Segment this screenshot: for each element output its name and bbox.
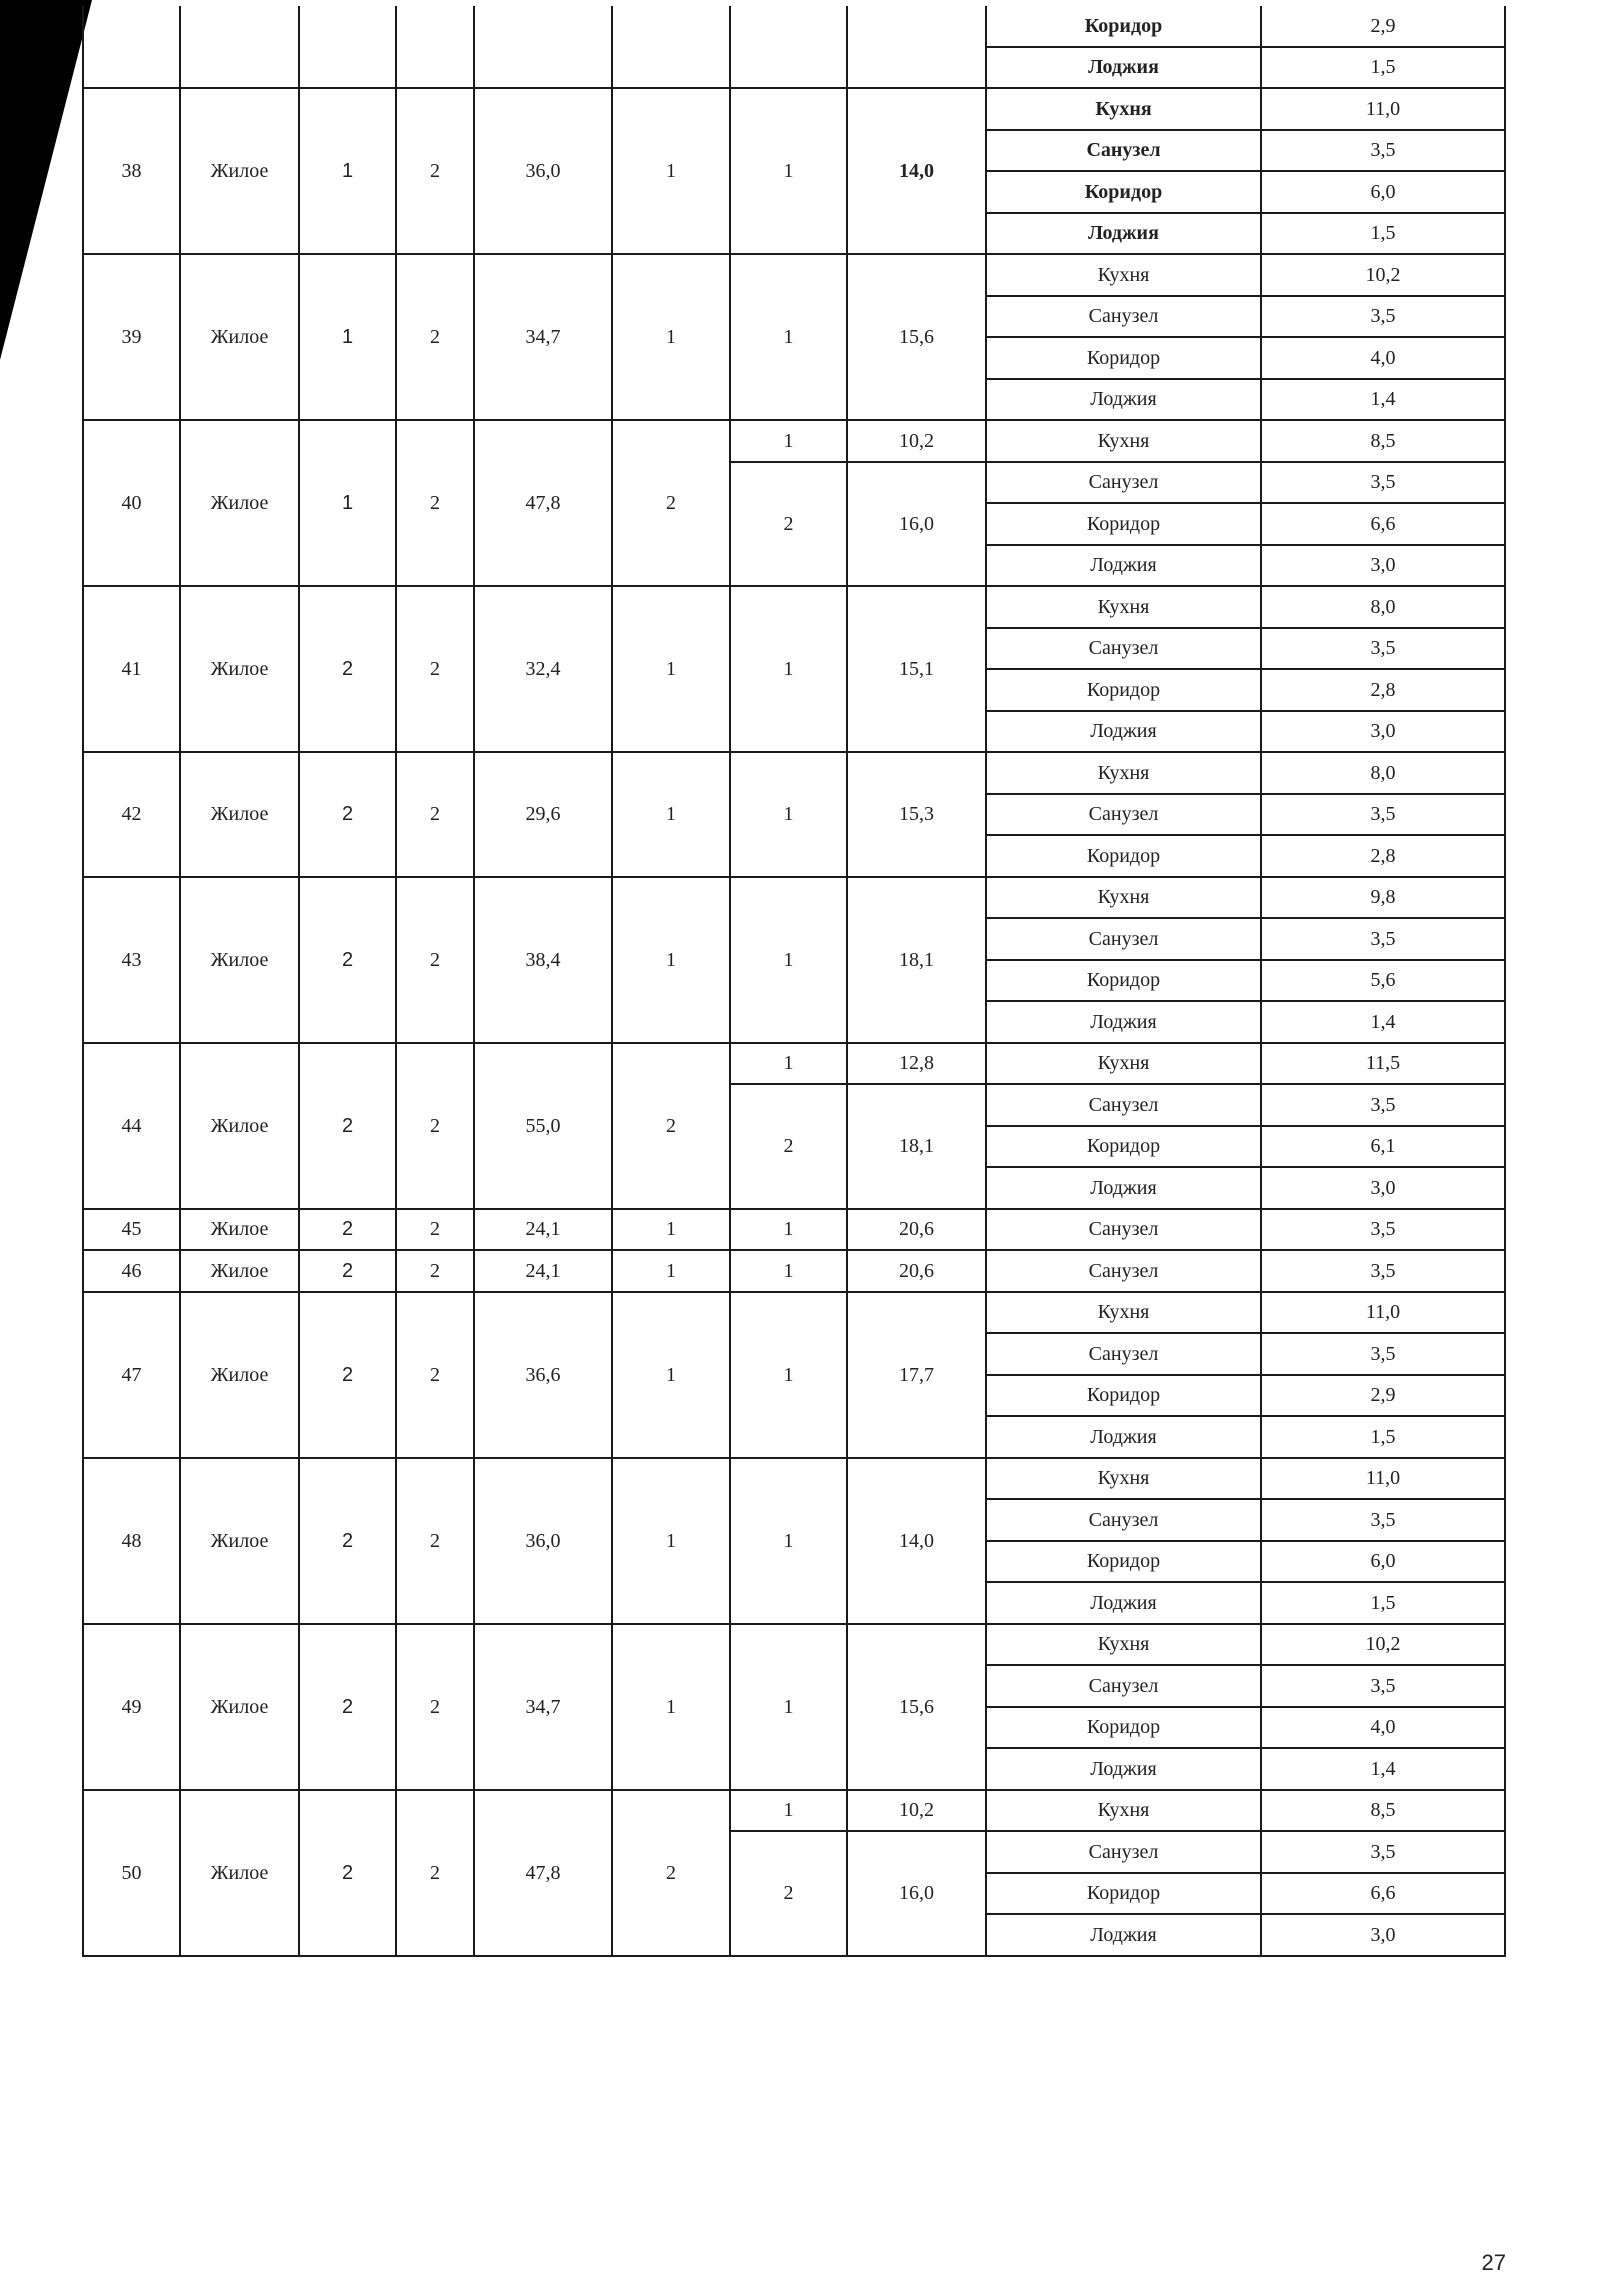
aux-room-area: 1,4 (1261, 1001, 1505, 1043)
apt-number: 43 (83, 877, 180, 1043)
aux-room-area: 9,8 (1261, 877, 1505, 919)
aux-room-area: 11,0 (1261, 88, 1505, 130)
aux-room-name: Кухня (986, 88, 1261, 130)
apartment-table (82, 6, 1506, 1957)
apt-col4: 2 (396, 877, 474, 1043)
aux-room-name: Кухня (986, 1458, 1261, 1500)
apt-rooms-count: 2 (612, 1043, 730, 1209)
apt-total-area: 32,4 (474, 586, 612, 752)
aux-room-name: Коридор (986, 960, 1261, 1002)
apt-number: 38 (83, 88, 180, 254)
apartment-table-body (83, 6, 1505, 1956)
cont-blank (83, 6, 180, 88)
table-row (83, 1043, 1505, 1085)
apt-purpose: Жилое (180, 1458, 299, 1624)
apt-col4: 2 (396, 1209, 474, 1251)
apt-rooms-count: 1 (612, 1292, 730, 1458)
aux-room-name: Коридор (986, 6, 1261, 47)
apt-floor: 2 (299, 1292, 396, 1458)
apt-total-area: 38,4 (474, 877, 612, 1043)
apt-floor: 2 (299, 1458, 396, 1624)
aux-room-name: Лоджия (986, 1416, 1261, 1458)
aux-room-area: 1,5 (1261, 47, 1505, 89)
aux-room-area: 8,5 (1261, 420, 1505, 462)
aux-room-area: 6,6 (1261, 503, 1505, 545)
aux-room-area: 3,5 (1261, 462, 1505, 504)
apt-rooms-count: 2 (612, 420, 730, 586)
apt-total-area: 47,8 (474, 420, 612, 586)
aux-room-area: 5,6 (1261, 960, 1505, 1002)
apt-rooms-count: 1 (612, 752, 730, 877)
aux-room-name: Лоджия (986, 1167, 1261, 1209)
apt-purpose: Жилое (180, 877, 299, 1043)
continuation-row (83, 6, 1505, 47)
aux-room-area: 3,5 (1261, 1831, 1505, 1873)
aux-room-name: Санузел (986, 462, 1261, 504)
aux-room-name: Кухня (986, 1790, 1261, 1832)
aux-room-area: 6,1 (1261, 1126, 1505, 1168)
aux-room-name: Лоджия (986, 1001, 1261, 1043)
aux-room-name: Санузел (986, 628, 1261, 670)
table-row (83, 877, 1505, 919)
living-room-number: 1 (730, 1458, 847, 1624)
living-room-area: 10,2 (847, 420, 986, 462)
aux-room-area: 3,5 (1261, 628, 1505, 670)
apt-total-area: 55,0 (474, 1043, 612, 1209)
aux-room-area: 3,0 (1261, 1167, 1505, 1209)
apt-number: 48 (83, 1458, 180, 1624)
apt-number: 45 (83, 1209, 180, 1251)
apt-number: 42 (83, 752, 180, 877)
apt-total-area: 24,1 (474, 1250, 612, 1292)
aux-room-area: 8,5 (1261, 1790, 1505, 1832)
aux-room-name: Кухня (986, 586, 1261, 628)
apt-purpose: Жилое (180, 1209, 299, 1251)
aux-room-area: 1,5 (1261, 1416, 1505, 1458)
living-room-area: 16,0 (847, 462, 986, 587)
table-row (83, 1458, 1505, 1500)
apt-rooms-count: 1 (612, 88, 730, 254)
living-room-area: 15,3 (847, 752, 986, 877)
apt-col4: 2 (396, 420, 474, 586)
apt-floor: 1 (299, 88, 396, 254)
living-room-number: 2 (730, 1831, 847, 1956)
aux-room-name: Санузел (986, 918, 1261, 960)
apt-purpose: Жилое (180, 1043, 299, 1209)
aux-room-name: Лоджия (986, 1748, 1261, 1790)
cont-blank (847, 6, 986, 88)
apt-total-area: 24,1 (474, 1209, 612, 1251)
living-room-number: 1 (730, 586, 847, 752)
apt-rooms-count: 1 (612, 586, 730, 752)
living-room-number: 1 (730, 1624, 847, 1790)
aux-room-name: Коридор (986, 1126, 1261, 1168)
page-number: 27 (1481, 2250, 1506, 2275)
table-row (83, 1790, 1505, 1832)
aux-room-name: Кухня (986, 752, 1261, 794)
apt-rooms-count: 1 (612, 254, 730, 420)
scan-shadow (0, 0, 92, 360)
aux-room-name: Коридор (986, 1707, 1261, 1749)
aux-room-name: Санузел (986, 1665, 1261, 1707)
aux-room-area: 6,0 (1261, 1541, 1505, 1583)
apt-total-area: 36,0 (474, 1458, 612, 1624)
table-row (83, 586, 1505, 628)
apt-total-area: 34,7 (474, 254, 612, 420)
aux-room-name: Санузел (986, 1084, 1261, 1126)
apt-floor: 2 (299, 586, 396, 752)
apt-total-area: 29,6 (474, 752, 612, 877)
aux-room-name: Санузел (986, 1333, 1261, 1375)
living-room-number: 1 (730, 254, 847, 420)
aux-room-area: 4,0 (1261, 1707, 1505, 1749)
aux-room-name: Санузел (986, 1209, 1261, 1251)
living-room-number: 1 (730, 1292, 847, 1458)
apt-purpose: Жилое (180, 1250, 299, 1292)
aux-room-area: 2,9 (1261, 1375, 1505, 1417)
aux-room-area: 3,5 (1261, 1665, 1505, 1707)
apt-rooms-count: 1 (612, 1250, 730, 1292)
cont-blank (730, 6, 847, 88)
apt-total-area: 36,0 (474, 88, 612, 254)
aux-room-name: Кухня (986, 420, 1261, 462)
living-room-number: 1 (730, 752, 847, 877)
aux-room-name: Коридор (986, 503, 1261, 545)
table-row (83, 1624, 1505, 1666)
aux-room-name: Санузел (986, 296, 1261, 338)
apt-floor: 2 (299, 1790, 396, 1956)
cont-blank (396, 6, 474, 88)
living-room-number: 1 (730, 877, 847, 1043)
cont-blank (299, 6, 396, 88)
apt-rooms-count: 1 (612, 877, 730, 1043)
living-room-number: 1 (730, 1043, 847, 1085)
apt-col4: 2 (396, 1292, 474, 1458)
aux-room-area: 3,5 (1261, 1209, 1505, 1251)
living-room-number: 2 (730, 1084, 847, 1209)
aux-room-name: Коридор (986, 337, 1261, 379)
aux-room-area: 8,0 (1261, 752, 1505, 794)
apt-rooms-count: 1 (612, 1209, 730, 1251)
aux-room-area: 6,6 (1261, 1873, 1505, 1915)
aux-room-name: Коридор (986, 835, 1261, 877)
aux-room-area: 3,5 (1261, 130, 1505, 172)
aux-room-name: Коридор (986, 1541, 1261, 1583)
apt-purpose: Жилое (180, 586, 299, 752)
apt-col4: 2 (396, 88, 474, 254)
aux-room-area: 11,0 (1261, 1292, 1505, 1334)
apt-col4: 2 (396, 1624, 474, 1790)
aux-room-area: 10,2 (1261, 1624, 1505, 1666)
living-room-area: 20,6 (847, 1209, 986, 1251)
living-room-area: 17,7 (847, 1292, 986, 1458)
apt-number: 40 (83, 420, 180, 586)
aux-room-area: 3,5 (1261, 296, 1505, 338)
apt-number: 47 (83, 1292, 180, 1458)
apt-purpose: Жилое (180, 1292, 299, 1458)
table-row (83, 88, 1505, 130)
apt-number: 50 (83, 1790, 180, 1956)
aux-room-name: Лоджия (986, 379, 1261, 421)
apt-number: 41 (83, 586, 180, 752)
aux-room-area: 3,0 (1261, 545, 1505, 587)
apt-total-area: 47,8 (474, 1790, 612, 1956)
apt-rooms-count: 2 (612, 1790, 730, 1956)
apt-floor: 2 (299, 877, 396, 1043)
aux-room-area: 8,0 (1261, 586, 1505, 628)
aux-room-area: 1,5 (1261, 213, 1505, 255)
aux-room-area: 6,0 (1261, 171, 1505, 213)
table-row (83, 420, 1505, 462)
apt-floor: 2 (299, 1043, 396, 1209)
aux-room-area: 2,9 (1261, 6, 1505, 47)
aux-room-area: 3,5 (1261, 918, 1505, 960)
living-room-number: 1 (730, 1209, 847, 1251)
living-room-area: 15,1 (847, 586, 986, 752)
apt-col4: 2 (396, 254, 474, 420)
apt-number: 39 (83, 254, 180, 420)
aux-room-area: 3,0 (1261, 1914, 1505, 1956)
apt-purpose: Жилое (180, 254, 299, 420)
apt-floor: 2 (299, 1250, 396, 1292)
aux-room-name: Коридор (986, 1375, 1261, 1417)
apt-col4: 2 (396, 752, 474, 877)
aux-room-name: Лоджия (986, 1914, 1261, 1956)
apt-rooms-count: 1 (612, 1624, 730, 1790)
aux-room-name: Санузел (986, 1250, 1261, 1292)
living-room-area: 18,1 (847, 1084, 986, 1209)
aux-room-area: 3,5 (1261, 794, 1505, 836)
living-room-area: 15,6 (847, 1624, 986, 1790)
aux-room-area: 3,5 (1261, 1250, 1505, 1292)
table-row (83, 1292, 1505, 1334)
living-room-number: 1 (730, 1250, 847, 1292)
aux-room-area: 2,8 (1261, 669, 1505, 711)
living-room-area: 14,0 (847, 1458, 986, 1624)
apt-col4: 2 (396, 1250, 474, 1292)
living-room-area: 10,2 (847, 1790, 986, 1832)
apt-col4: 2 (396, 1458, 474, 1624)
apt-floor: 2 (299, 1209, 396, 1251)
aux-room-name: Коридор (986, 171, 1261, 213)
apt-purpose: Жилое (180, 420, 299, 586)
living-room-area: 18,1 (847, 877, 986, 1043)
aux-room-name: Санузел (986, 794, 1261, 836)
apt-purpose: Жилое (180, 88, 299, 254)
living-room-number: 1 (730, 88, 847, 254)
apt-number: 49 (83, 1624, 180, 1790)
apt-floor: 2 (299, 752, 396, 877)
table-row (83, 752, 1505, 794)
living-room-area: 12,8 (847, 1043, 986, 1085)
living-room-area: 14,0 (847, 88, 986, 254)
cont-blank (474, 6, 612, 88)
apt-number: 46 (83, 1250, 180, 1292)
aux-room-name: Кухня (986, 254, 1261, 296)
aux-room-area: 10,2 (1261, 254, 1505, 296)
aux-room-area: 2,8 (1261, 835, 1505, 877)
aux-room-area: 3,5 (1261, 1084, 1505, 1126)
aux-room-name: Кухня (986, 877, 1261, 919)
aux-room-name: Санузел (986, 1831, 1261, 1873)
living-room-area: 20,6 (847, 1250, 986, 1292)
aux-room-area: 4,0 (1261, 337, 1505, 379)
apt-col4: 2 (396, 1043, 474, 1209)
apt-floor: 2 (299, 1624, 396, 1790)
aux-room-name: Лоджия (986, 213, 1261, 255)
aux-room-area: 3,5 (1261, 1499, 1505, 1541)
apt-total-area: 34,7 (474, 1624, 612, 1790)
living-room-area: 16,0 (847, 1831, 986, 1956)
apt-col4: 2 (396, 586, 474, 752)
aux-room-name: Коридор (986, 1873, 1261, 1915)
aux-room-name: Лоджия (986, 545, 1261, 587)
living-room-number: 1 (730, 1790, 847, 1832)
table-row (83, 254, 1505, 296)
aux-room-name: Санузел (986, 1499, 1261, 1541)
aux-room-area: 1,4 (1261, 379, 1505, 421)
apt-purpose: Жилое (180, 1624, 299, 1790)
aux-room-name: Санузел (986, 130, 1261, 172)
aux-room-area: 1,4 (1261, 1748, 1505, 1790)
apt-total-area: 36,6 (474, 1292, 612, 1458)
apt-purpose: Жилое (180, 1790, 299, 1956)
apt-col4: 2 (396, 1790, 474, 1956)
aux-room-area: 11,0 (1261, 1458, 1505, 1500)
aux-room-area: 3,5 (1261, 1333, 1505, 1375)
living-room-number: 2 (730, 462, 847, 587)
cont-blank (180, 6, 299, 88)
aux-room-area: 11,5 (1261, 1043, 1505, 1085)
aux-room-name: Коридор (986, 669, 1261, 711)
aux-room-name: Лоджия (986, 47, 1261, 89)
aux-room-area: 3,0 (1261, 711, 1505, 753)
apt-floor: 1 (299, 254, 396, 420)
aux-room-name: Кухня (986, 1624, 1261, 1666)
apt-rooms-count: 1 (612, 1458, 730, 1624)
living-room-area: 15,6 (847, 254, 986, 420)
aux-room-area: 1,5 (1261, 1582, 1505, 1624)
living-room-number: 1 (730, 420, 847, 462)
apt-purpose: Жилое (180, 752, 299, 877)
aux-room-name: Кухня (986, 1292, 1261, 1334)
cont-blank (612, 6, 730, 88)
apt-floor: 1 (299, 420, 396, 586)
aux-room-name: Лоджия (986, 711, 1261, 753)
apt-number: 44 (83, 1043, 180, 1209)
aux-room-name: Лоджия (986, 1582, 1261, 1624)
aux-room-name: Кухня (986, 1043, 1261, 1085)
